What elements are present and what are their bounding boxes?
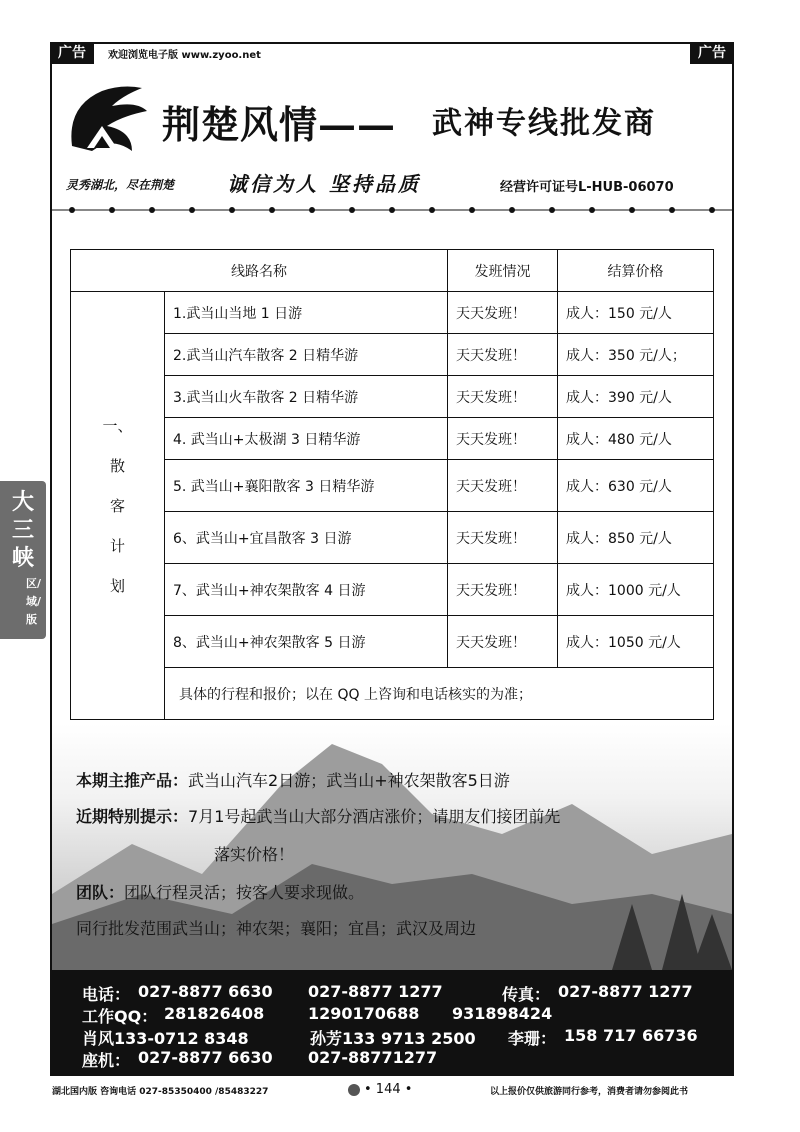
landline-label: 座机： bbox=[82, 1051, 131, 1070]
brand-name: 荆楚风情—— bbox=[162, 102, 397, 147]
table-row bbox=[71, 616, 714, 668]
route-name: 2.武当山汽车散客 2 日精华游 bbox=[165, 334, 448, 376]
main-product-text: 武当山汽车2日游；武当山+神农架散客5日游 bbox=[188, 771, 510, 790]
route-schedule: 天天发班！ bbox=[448, 418, 558, 460]
route-price: 成人：1050 元/人 bbox=[558, 616, 714, 668]
ad-label-left: 广告 bbox=[50, 42, 94, 64]
table-row bbox=[71, 512, 714, 564]
landline-2: 027-88771277 bbox=[308, 1048, 438, 1067]
info-main-product bbox=[76, 768, 510, 791]
tip-label: 近期特别提示： bbox=[76, 807, 189, 826]
contact-person-3-label: 李珊： bbox=[508, 1029, 557, 1048]
route-schedule: 天天发班！ bbox=[448, 376, 558, 418]
page-number bbox=[348, 1082, 412, 1097]
route-name: 7、武当山+神农架散客 4 日游 bbox=[165, 564, 448, 616]
route-name: 6、武当山+宜昌散客 3 日游 bbox=[165, 512, 448, 564]
table-row bbox=[71, 334, 714, 376]
category-char: 计 bbox=[109, 536, 125, 555]
route-price: 成人：150 元/人 bbox=[558, 292, 714, 334]
info-team bbox=[76, 880, 364, 903]
side-tab-title: 大三峡 bbox=[11, 490, 34, 571]
route-schedule: 天天发班！ bbox=[448, 334, 558, 376]
phone-2: 027-8877 1277 bbox=[308, 982, 443, 1001]
page-number-text: • 144 • bbox=[364, 1082, 413, 1097]
slogan-left: 灵秀湖北，尽在荆楚 bbox=[66, 178, 175, 192]
route-price: 成人：1000 元/人 bbox=[558, 564, 714, 616]
route-schedule: 天天发班！ bbox=[448, 564, 558, 616]
fax-label: 传真： bbox=[502, 985, 551, 1004]
contact-person-1: 肖风133-0712 8348 bbox=[82, 1029, 249, 1048]
tip-text-continued: 落实价格！ bbox=[214, 845, 295, 864]
table-row bbox=[71, 376, 714, 418]
side-tab-subtitle: 区/域/版 bbox=[26, 577, 42, 626]
table-note-row bbox=[71, 668, 714, 720]
route-price: 成人：480 元/人 bbox=[558, 418, 714, 460]
slogan-main: 诚信为人 坚持品质 bbox=[227, 172, 421, 196]
route-name: 1.武当山当地 1 日游 bbox=[165, 292, 448, 334]
route-name: 4. 武当山+太极湖 3 日精华游 bbox=[165, 418, 448, 460]
table-header-row bbox=[71, 250, 714, 292]
route-name: 8、武当山+神农架散客 5 日游 bbox=[165, 616, 448, 668]
contact-person-2: 孙芳133 9713 2500 bbox=[310, 1029, 476, 1048]
license-number: 经营许可证号L-HUB-06070 bbox=[500, 180, 674, 195]
team-text: 团队行程灵活；按客人要求现做。 bbox=[124, 883, 365, 902]
footer-left: 湖北国内版 咨询电话 027-85350400 /85483227 bbox=[52, 1087, 269, 1097]
route-price: 成人：350 元/人； bbox=[558, 334, 714, 376]
category-char: 划 bbox=[109, 576, 125, 595]
routes-table bbox=[70, 249, 714, 720]
ornament-divider bbox=[52, 204, 732, 216]
info-tip bbox=[76, 804, 560, 827]
category-char: 一、 bbox=[102, 416, 133, 435]
contact-person-3: 158 717 66736 bbox=[564, 1026, 698, 1045]
route-name: 3.武当山火车散客 2 日精华游 bbox=[165, 376, 448, 418]
footer-right: 以上报价仅供旅游同行参考，消费者请勿参阅此书 bbox=[490, 1087, 689, 1097]
route-schedule: 天天发班！ bbox=[448, 512, 558, 564]
category-cell bbox=[71, 292, 165, 720]
fax-number: 027-8877 1277 bbox=[558, 982, 693, 1001]
qq-1: 281826408 bbox=[164, 1004, 265, 1023]
qq-2: 1290170688 bbox=[308, 1004, 420, 1023]
table-row bbox=[71, 564, 714, 616]
header-schedule: 发班情况 bbox=[448, 250, 558, 292]
category-char: 客 bbox=[109, 496, 125, 515]
table-row bbox=[71, 292, 714, 334]
table-note: 具体的行程和报价；以在 QQ 上咨询和电话核实的为准； bbox=[165, 668, 714, 720]
route-price: 成人：630 元/人 bbox=[558, 460, 714, 512]
top-url-text: 欢迎浏览电子版 www.zyoo.net bbox=[108, 50, 261, 61]
header-price: 结算价格 bbox=[558, 250, 714, 292]
landline-1: 027-8877 6630 bbox=[138, 1048, 273, 1067]
qq-3: 931898424 bbox=[452, 1004, 553, 1023]
contact-block bbox=[52, 970, 732, 1074]
phone-1: 027-8877 6630 bbox=[138, 982, 273, 1001]
main-product-label: 本期主推产品： bbox=[76, 771, 189, 790]
range-text: 同行批发范围武当山；神农架；襄阳；宜昌；武汉及周边 bbox=[76, 919, 477, 938]
table-row bbox=[71, 460, 714, 512]
page-icon bbox=[348, 1084, 360, 1096]
brand-subtitle: 武神专线批发商 bbox=[432, 106, 656, 141]
route-name: 5. 武当山+襄阳散客 3 日精华游 bbox=[165, 460, 448, 512]
header bbox=[52, 64, 732, 214]
route-price: 成人：390 元/人 bbox=[558, 376, 714, 418]
region-side-tab bbox=[0, 481, 46, 639]
phone-label: 电话： bbox=[82, 985, 131, 1004]
ad-label-right: 广告 bbox=[690, 42, 734, 64]
route-schedule: 天天发班！ bbox=[448, 460, 558, 512]
header-route-name: 线路名称 bbox=[71, 250, 448, 292]
route-schedule: 天天发班！ bbox=[448, 616, 558, 668]
dragon-logo-icon bbox=[62, 76, 152, 166]
route-price: 成人：850 元/人 bbox=[558, 512, 714, 564]
team-label: 团队： bbox=[76, 883, 125, 902]
category-char: 散 bbox=[109, 456, 125, 475]
qq-label: 工作QQ： bbox=[82, 1007, 158, 1026]
route-schedule: 天天发班！ bbox=[448, 292, 558, 334]
tip-text: 7月1号起武当山大部分酒店涨价；请朋友们接团前先 bbox=[188, 807, 561, 826]
table-row bbox=[71, 418, 714, 460]
